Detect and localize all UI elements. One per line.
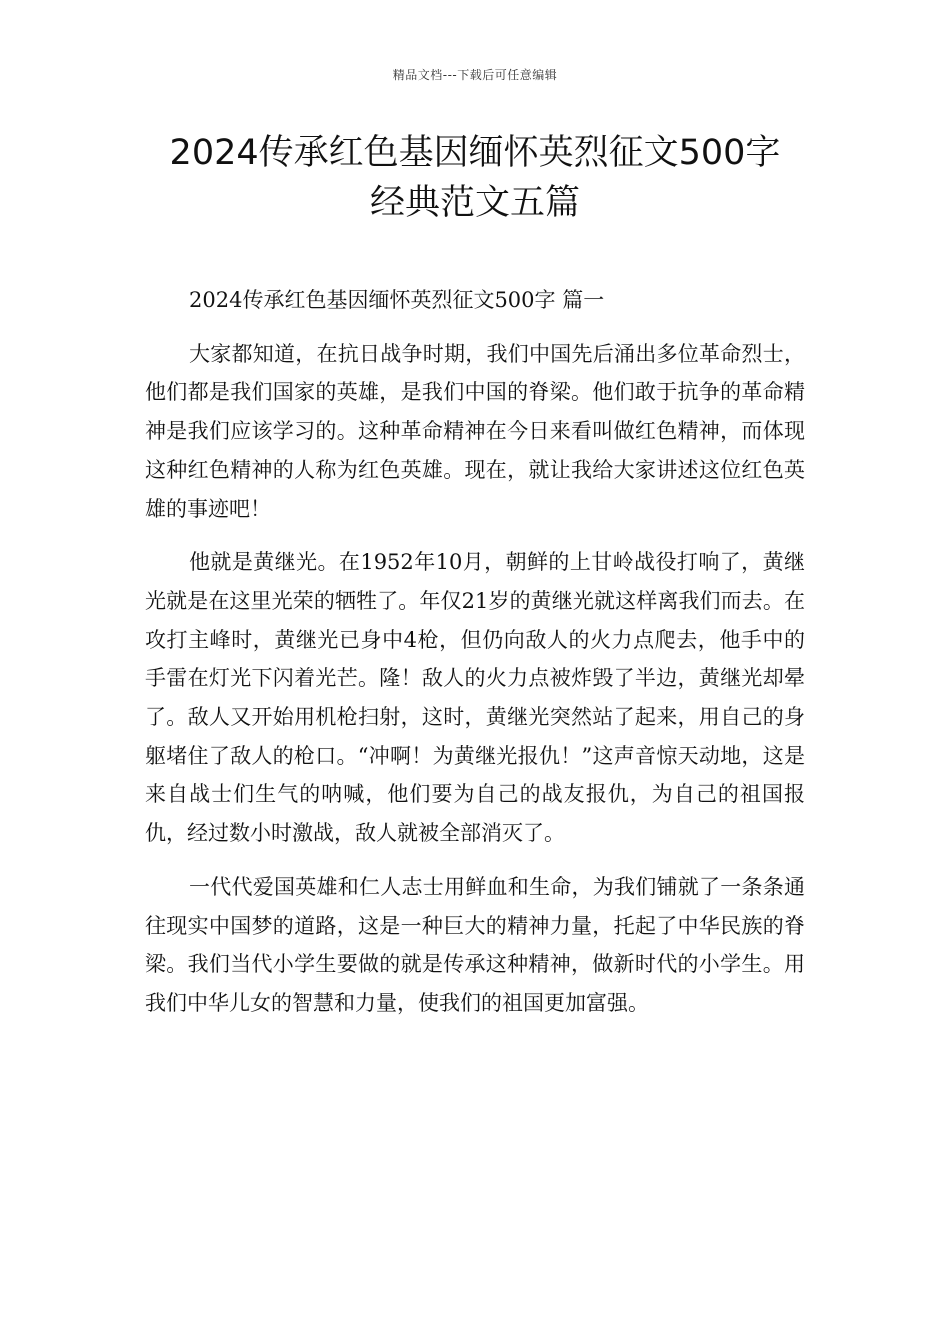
title-line-1: 2024传承红色基因缅怀英烈征文500字 bbox=[169, 133, 781, 173]
section-heading: 2024传承红色基因缅怀英烈征文500字 篇一 bbox=[189, 288, 605, 312]
paragraph-1: 大家都知道，在抗日战争时期，我们中国先后涌出多位革命烈士，他们都是我们国家的英雄，是我们中国的脊梁。他们敢于抗争的革命精神是我们应该学习的。这种革命精神在今日来看叫做红色精神，而体现这种红色精神的人称为红色英雄。现在，就让我给大家讲述这位红色英雄的事迹吧！ bbox=[145, 341, 805, 521]
title-line-2: 经典范文五篇 bbox=[369, 183, 580, 223]
article-body bbox=[145, 281, 805, 1023]
paragraph-3: 一代代爱国英雄和仁人志士用鲜血和生命，为我们铺就了一条条通往现实中国梦的道路，这是一种巨大的精神力量，托起了中华民族的脊梁。我们当代小学生要做的就是传承这种精神，做新时代的小学生。用我们中华儿女的智慧和力量，使我们的祖国更加富强。 bbox=[145, 874, 805, 1015]
document-title bbox=[100, 128, 850, 228]
paragraph-2: 他就是黄继光。在1952年10月，朝鲜的上甘岭战役打响了，黄继光就是在这里光荣的牺牲了。年仅21岁的黄继光就这样离我们而去。在攻打主峰时，黄继光已身中4枪，但仍向敌人的火力点爬去，他手中的手雷在灯光下闪着光芒。隆！敌人的火力点被炸毁了半边，黄继光却晕了。敌人又开始用机枪扫射，这时，黄继光突然站了起来，用自己的身躯堵住了敌人的枪口。“冲啊！为黄继光报仇！”这声音惊天动地，这是来自战士们生气的呐喊，他们要为自己的战友报仇，为自己的祖国报仇，经过数小时激战，敌人就被全部消灭了。 bbox=[145, 550, 805, 846]
header-note: 精品文档---下载后可任意编辑 bbox=[392, 68, 558, 82]
